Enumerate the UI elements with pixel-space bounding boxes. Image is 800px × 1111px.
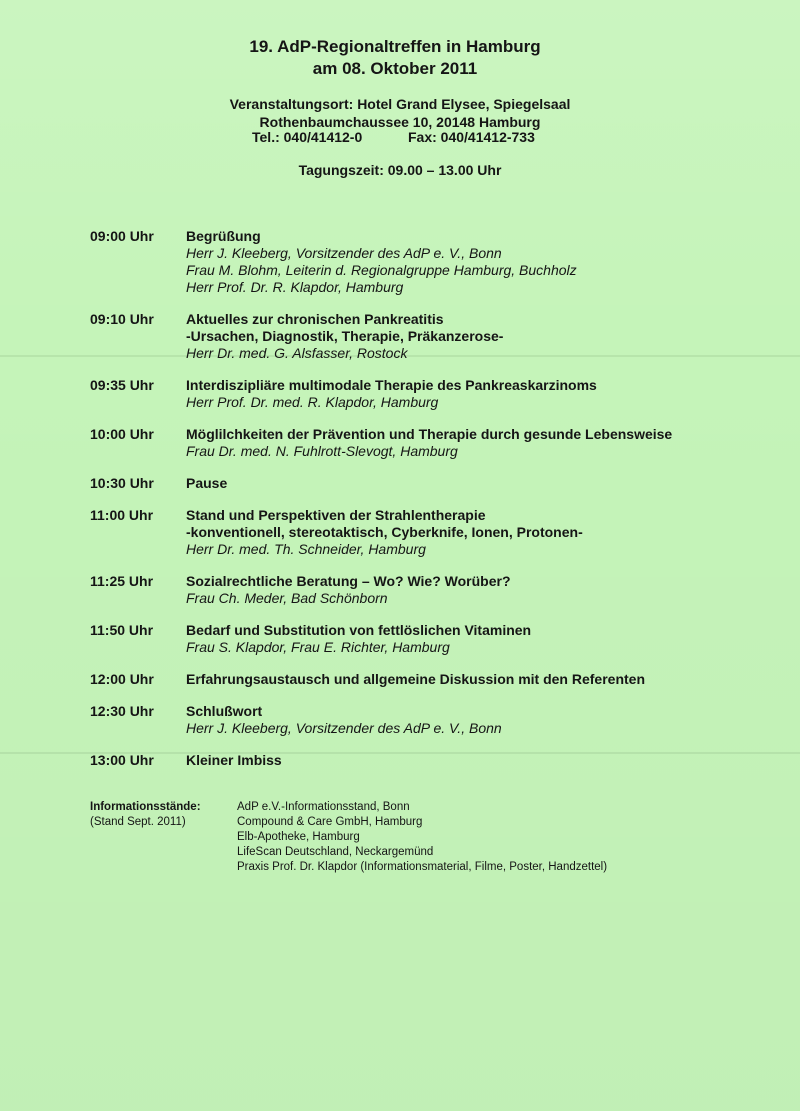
agenda-topic: Pause <box>186 475 228 491</box>
agenda-item <box>90 507 750 558</box>
info-stand-item: Praxis Prof. Dr. Klapdor (Informationsmaterial, Filme, Poster, Handzettel) <box>237 861 608 873</box>
agenda-speaker: Frau Ch. Meder, Bad Schönborn <box>186 590 388 606</box>
agenda-content <box>186 377 750 411</box>
agenda-topic: Erfahrungsaustausch und allgemeine Diskussion mit den Referenten <box>186 671 645 687</box>
agenda-time: 11:50 Uhr <box>90 622 154 638</box>
agenda-time: 13:00 Uhr <box>90 752 154 768</box>
agenda-item <box>90 671 750 688</box>
agenda-list <box>90 228 750 784</box>
venue-fax: Fax: 040/41412-733 <box>408 129 535 145</box>
agenda-item <box>90 475 750 492</box>
agenda-content <box>186 622 750 656</box>
agenda-speaker: Herr J. Kleeberg, Vorsitzender des AdP e. V., Bonn <box>186 245 502 261</box>
agenda-speaker: Frau M. Blohm, Leiterin d. Regionalgruppe Hamburg, Buchholz <box>186 262 577 278</box>
agenda-item <box>90 752 750 769</box>
agenda-content <box>186 703 750 737</box>
agenda-topic: Begrüßung <box>186 228 261 244</box>
agenda-time: 12:30 Uhr <box>90 703 154 719</box>
agenda-topic: Schlußwort <box>186 703 263 719</box>
agenda-speaker: Herr Prof. Dr. R. Klapdor, Hamburg <box>186 279 404 295</box>
agenda-item <box>90 311 750 362</box>
agenda-item <box>90 622 750 656</box>
agenda-time: 11:00 Uhr <box>90 507 154 523</box>
agenda-topic: Interdiszipliäre multimodale Therapie des Pankreaskarzinoms <box>186 377 597 393</box>
agenda-time: 11:25 Uhr <box>90 573 154 589</box>
agenda-topic: Sozialrechtliche Beratung – Wo? Wie? Worüber? <box>186 573 511 589</box>
agenda-time: 10:00 Uhr <box>90 426 154 442</box>
venue-phone: Tel.: 040/41412-0 <box>252 129 363 145</box>
page-title: 19. AdP-Regionaltreffen in Hamburg <box>249 37 541 56</box>
agenda-topic: -Ursachen, Diagnostik, Therapie, Präkanzerose- <box>186 328 504 344</box>
info-stand-item: AdP e.V.-Informationsstand, Bonn <box>237 801 410 813</box>
agenda-content <box>186 228 750 296</box>
agenda-item <box>90 573 750 607</box>
agenda-time: 09:00 Uhr <box>90 228 154 244</box>
agenda-item <box>90 703 750 737</box>
agenda-content <box>186 573 750 607</box>
info-stands-heading: Informationsstände: <box>90 801 201 813</box>
agenda-item <box>90 228 750 296</box>
agenda-time: 10:30 Uhr <box>90 475 154 491</box>
info-stand-item: Elb-Apotheke, Hamburg <box>237 831 360 843</box>
info-stands-list <box>237 800 707 875</box>
venue-address: Rothenbaumchaussee 10, 20148 Hamburg <box>259 114 541 130</box>
agenda-time: 09:10 Uhr <box>90 311 154 327</box>
agenda-topic: Bedarf und Substitution von fettlöslichen Vitaminen <box>186 622 532 638</box>
event-date: am 08. Oktober 2011 <box>312 59 478 78</box>
agenda-topic: -konventionell, stereotaktisch, Cyberknife, Ionen, Protonen- <box>186 524 583 540</box>
info-stand-item: LifeScan Deutschland, Neckargemünd <box>237 846 434 858</box>
agenda-speaker: Herr J. Kleeberg, Vorsitzender des AdP e. V., Bonn <box>186 720 502 736</box>
agenda-speaker: Frau S. Klapdor, Frau E. Richter, Hamburg <box>186 639 450 655</box>
info-stand-item: Compound & Care GmbH, Hamburg <box>237 816 423 828</box>
agenda-time: 12:00 Uhr <box>90 671 154 687</box>
agenda-item <box>90 426 750 460</box>
conference-time: Tagungszeit: 09.00 – 13.00 Uhr <box>298 162 502 178</box>
agenda-content <box>186 671 750 688</box>
document-header <box>0 36 790 80</box>
venue-block <box>170 95 630 131</box>
agenda-speaker: Herr Dr. med. Th. Schneider, Hamburg <box>186 541 426 557</box>
agenda-speaker: Herr Dr. med. G. Alsfasser, Rostock <box>186 345 408 361</box>
agenda-content <box>186 426 750 460</box>
venue-name: Veranstaltungsort: Hotel Grand Elysee, Spiegelsaal <box>229 96 571 112</box>
agenda-speaker: Frau Dr. med. N. Fuhlrott-Slevogt, Hamburg <box>186 443 458 459</box>
agenda-topic: Kleiner Imbiss <box>186 752 282 768</box>
agenda-content <box>186 507 750 558</box>
agenda-topic: Stand und Perspektiven der Strahlentherapie <box>186 507 486 523</box>
info-stands-date: (Stand Sept. 2011) <box>90 816 186 828</box>
agenda-item <box>90 377 750 411</box>
agenda-topic: Möglilchkeiten der Prävention und Therapie durch gesunde Lebensweise <box>186 426 673 442</box>
agenda-content <box>186 311 750 362</box>
agenda-speaker: Herr Prof. Dr. med. R. Klapdor, Hamburg <box>186 394 439 410</box>
agenda-content <box>186 752 750 769</box>
agenda-topic: Aktuelles zur chronischen Pankreatitis <box>186 311 444 327</box>
agenda-time: 09:35 Uhr <box>90 377 154 393</box>
agenda-content <box>186 475 750 492</box>
info-stands-label <box>90 800 230 830</box>
